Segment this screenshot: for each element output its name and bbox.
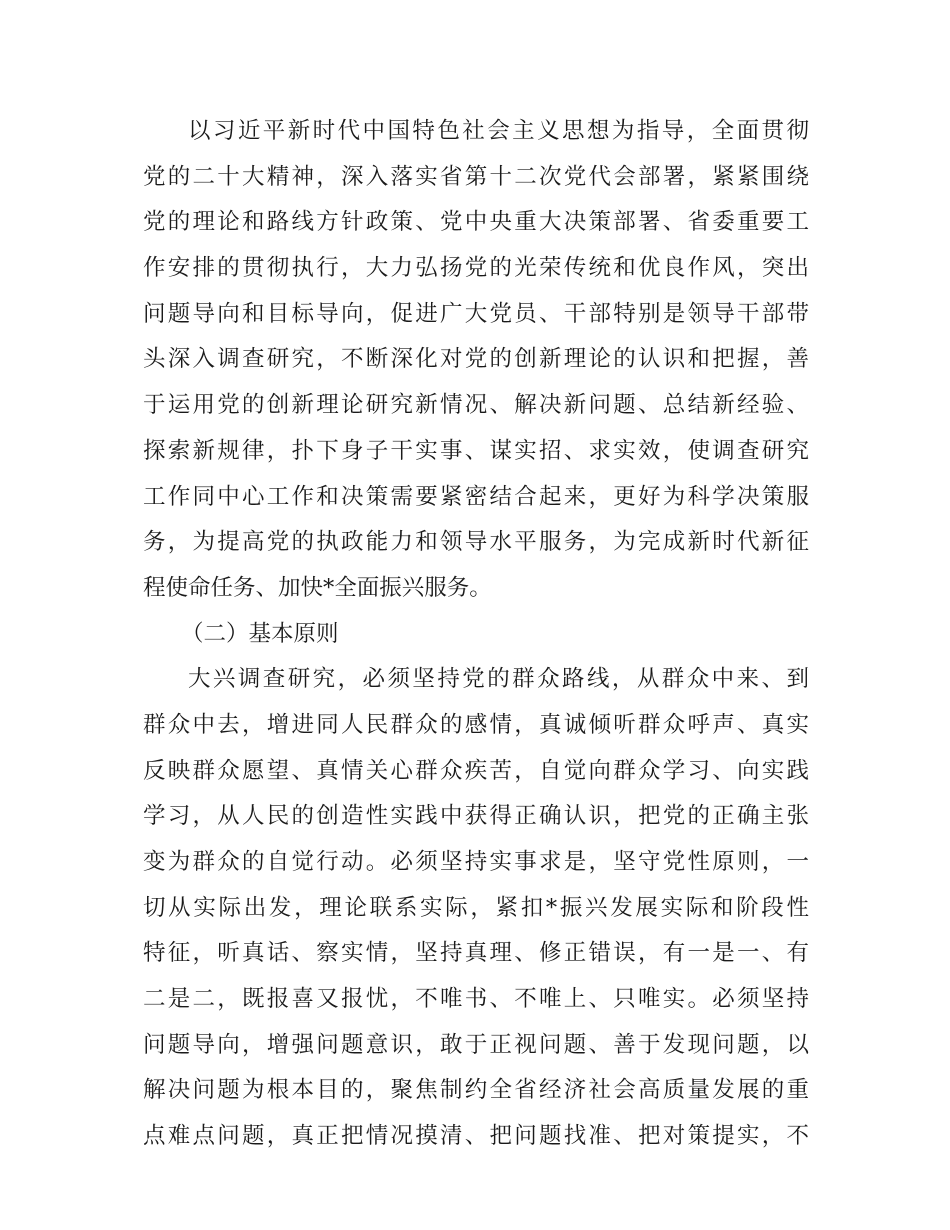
paragraph-line: 探索新规律，扑下身子干实事、谋实招、求实效，使调查研究 (143, 437, 809, 464)
paragraph-line: 程使命任务、加快*全面振兴服务。 (143, 574, 492, 601)
paragraph-line: 变为群众的自觉行动。必须坚持实事求是，坚守党性原则，一 (143, 849, 809, 875)
paragraph-line: 于运用党的创新理论研究新情况、解决新问题、总结新经验、 (143, 392, 809, 419)
paragraph-line: 头深入调查研究，不断深化对党的创新理论的认识和把握，善 (143, 346, 809, 373)
document-body (143, 109, 809, 1160)
paragraph-basic-principles (143, 657, 809, 1160)
paragraph-line: 工作同中心工作和决策需要紧密结合起来，更好为科学决策服 (143, 483, 809, 510)
paragraph-line: 学习，从人民的创造性实践中获得正确认识，把党的正确主张 (143, 803, 809, 830)
paragraph-line: 大兴调查研究，必须坚持党的群众路线，从群众中来、到 (188, 666, 809, 693)
paragraph-guiding-ideology (143, 109, 809, 612)
paragraph-line: 务，为提高党的执政能力和领导水平服务，为完成新时代新征 (143, 529, 809, 556)
paragraph-line: 以习近平新时代中国特色社会主义思想为指导，全面贯彻 (188, 118, 809, 144)
paragraph-line: 党的二十大精神，深入落实省第十二次党代会部署，紧紧围绕 (143, 163, 809, 190)
paragraph-line: 解决问题为根本目的，聚焦制约全省经济社会高质量发展的重 (143, 1077, 809, 1104)
paragraph-line: 问题导向和目标导向，促进广大党员、干部特别是领导干部带 (143, 300, 809, 327)
paragraph-line: 特征，听真话、察实情，坚持真理、修正错误，有一是一、有 (143, 940, 809, 967)
paragraph-line: 党的理论和路线方针政策、党中央重大决策部署、省委重要工 (143, 209, 809, 236)
section-heading: （二）基本原则 (181, 620, 339, 647)
paragraph-line: 切从实际出发，理论联系实际，紧扣*振兴发展实际和阶段性 (143, 894, 809, 921)
paragraph-line: 二是二，既报喜又报忧，不唯书、不唯上、只唯实。必须坚持 (143, 986, 809, 1013)
paragraph-line: 群众中去，增进同人民群众的感情，真诚倾听群众呼声、真实 (143, 711, 809, 738)
paragraph-line: 问题导向，增强问题意识，敢于正视问题、善于发现问题，以 (143, 1031, 809, 1058)
paragraph-line: 反映群众愿望、真情关心群众疾苦，自觉向群众学习、向实践 (143, 757, 809, 784)
paragraph-line: 作安排的贯彻执行，大力弘扬党的光荣传统和优良作风，突出 (143, 255, 809, 282)
paragraph-line: 点难点问题，真正把情况摸清、把问题找准、把对策提实，不 (143, 1123, 809, 1150)
